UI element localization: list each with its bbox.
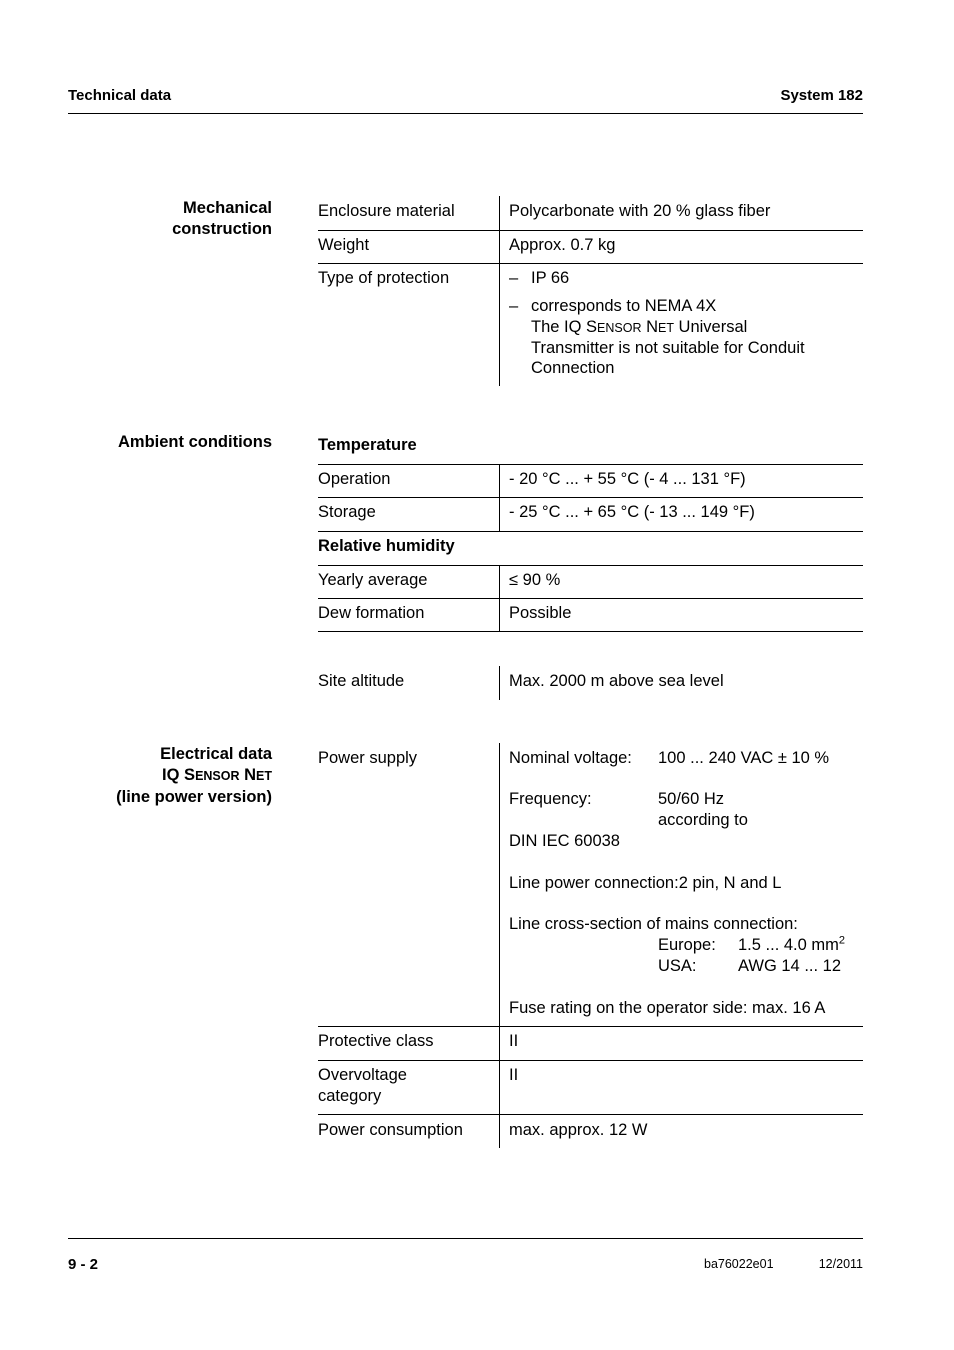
- row-divider: [318, 565, 863, 566]
- row-divider: [318, 497, 863, 498]
- row-value: Possible: [509, 604, 572, 622]
- subheading-temperature: Temperature: [318, 436, 417, 454]
- row-divider: [318, 230, 863, 231]
- spec-text: Line power connection:2 pin, N and L: [509, 874, 782, 892]
- row-key: Dew formation: [318, 604, 425, 622]
- running-header-right: System 182: [780, 87, 863, 104]
- table-divider: [499, 464, 500, 532]
- section-label-mechanical: Mechanical construction: [172, 199, 272, 238]
- page-number: 9 - 2: [68, 1256, 99, 1273]
- spec-value: 50/60 Hz: [658, 790, 725, 808]
- protection-item: corresponds to NEMA 4X: [531, 297, 717, 315]
- spec-label: Frequency:: [509, 790, 592, 808]
- spec-value: AWG 14 ... 12: [738, 957, 842, 975]
- protection-note: Connection: [531, 359, 615, 377]
- row-divider: [318, 598, 863, 599]
- bullet-dash: –: [509, 269, 519, 287]
- table-divider: [499, 743, 500, 1148]
- subheading-humidity: Relative humidity: [318, 537, 455, 555]
- row-key: Weight: [318, 236, 370, 254]
- row-key: Storage: [318, 503, 376, 521]
- row-value: II: [509, 1032, 519, 1050]
- row-divider: [318, 464, 863, 465]
- footer-rule: [68, 1238, 863, 1239]
- section-label-ambient: Ambient conditions: [118, 433, 272, 451]
- row-divider: [318, 1060, 863, 1061]
- row-key: Type of protection: [318, 269, 450, 287]
- row-key: Overvoltage category: [318, 1066, 407, 1105]
- header-rule: [68, 113, 863, 114]
- spec-text: Line cross-section of mains connection:: [509, 915, 798, 933]
- row-value: Max. 2000 m above sea level: [509, 672, 724, 690]
- table-divider: [499, 196, 500, 386]
- spec-text: DIN IEC 60038: [509, 832, 620, 850]
- spec-label: USA:: [658, 957, 697, 975]
- row-value: - 25 °C ... + 65 °C (- 13 ... 149 °F): [509, 503, 755, 521]
- row-key: Site altitude: [318, 672, 405, 690]
- row-key: Enclosure material: [318, 202, 455, 220]
- row-key: Yearly average: [318, 571, 428, 589]
- table-divider: [499, 666, 500, 700]
- document-date: 12/2011: [818, 1257, 863, 1271]
- row-key: Power supply: [318, 749, 418, 767]
- row-key: Operation: [318, 470, 391, 488]
- row-key: Protective class: [318, 1032, 434, 1050]
- spec-text: Fuse rating on the operator side: max. 16 A: [509, 999, 826, 1017]
- row-divider: [318, 531, 863, 532]
- spec-label: Europe:: [658, 936, 716, 954]
- spec-value: 100 ... 240 VAC ± 10 %: [658, 749, 830, 767]
- row-value: - 20 °C ... + 55 °C (- 4 ... 131 °F): [509, 470, 746, 488]
- row-value: Polycarbonate with 20 % glass fiber: [509, 202, 771, 220]
- row-value: ≤ 90 %: [509, 571, 561, 589]
- row-divider: [318, 1026, 863, 1027]
- protection-note: Transmitter is not suitable for Conduit: [531, 339, 805, 357]
- row-value: Approx. 0.7 kg: [509, 236, 616, 254]
- spec-label: Nominal voltage:: [509, 749, 632, 767]
- row-divider: [318, 631, 863, 632]
- protection-item: IP 66: [531, 269, 570, 287]
- spec-value: 1.5 ... 4.0 $mm^2$: [738, 934, 845, 954]
- spec-value: according to: [658, 811, 748, 829]
- document-id: ba76022e01: [704, 1257, 774, 1271]
- row-divider: [318, 263, 863, 264]
- bullet-dash: –: [509, 297, 519, 315]
- running-header-left: Technical data: [68, 87, 172, 104]
- row-value: max. approx. 12 W: [509, 1121, 648, 1139]
- row-key: Power consumption: [318, 1121, 463, 1139]
- row-divider: [318, 1114, 863, 1115]
- section-label-electrical: Electrical data IQ SENSOR NET (line power version): [116, 745, 272, 806]
- protection-note: The IQ SENSOR NET Universal: [531, 318, 748, 336]
- row-value: II: [509, 1066, 519, 1084]
